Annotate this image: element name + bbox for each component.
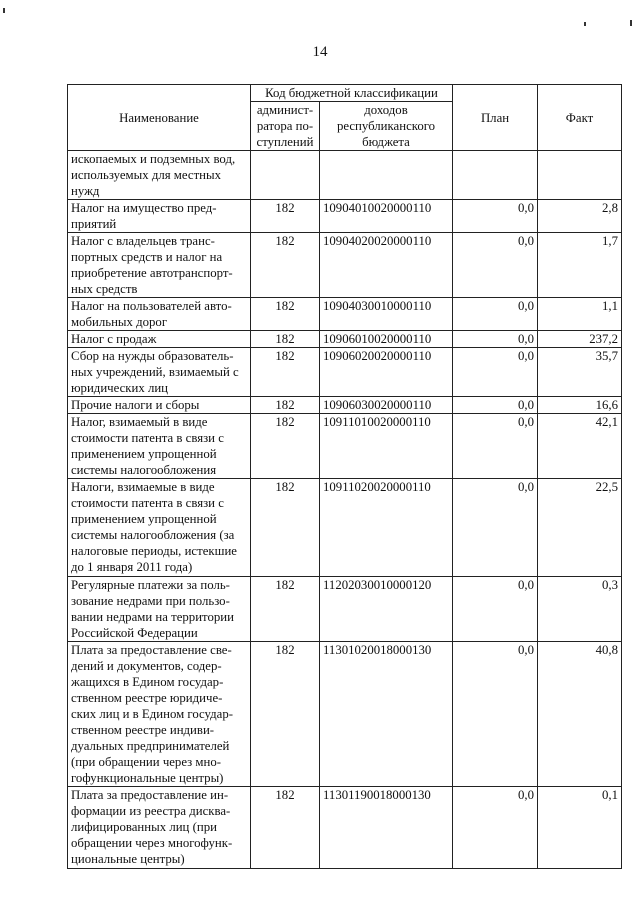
- cell-fact: 0,1: [538, 787, 622, 869]
- cell-fact: 40,8: [538, 642, 622, 787]
- header-admin: админист-ратора по-ступлений: [251, 102, 320, 151]
- table-row: [68, 414, 622, 479]
- cell-admin: [251, 151, 320, 200]
- cell-name: Налог, взимаемый в виде стоимости патента в связи с применением упрощенной системы налогообложения: [68, 414, 251, 479]
- cell-fact: 1,7: [538, 233, 622, 298]
- cell-plan: 0,0: [453, 331, 538, 348]
- scan-speck-right: [584, 22, 586, 26]
- cell-name: ископаемых и подземных вод, используемых для местных нужд: [68, 151, 251, 200]
- table-row: [68, 397, 622, 414]
- cell-code: 10904010020000110: [320, 200, 453, 233]
- cell-name: Регулярные платежи за поль-зование недрами при пользо-вании недрами на территории Российской Федерации: [68, 577, 251, 642]
- cell-fact: 0,3: [538, 577, 622, 642]
- page-number: 14: [312, 44, 328, 60]
- table-body: [68, 151, 622, 869]
- table-row: [68, 577, 622, 642]
- cell-name: Налог на пользователей авто-мобильных дорог: [68, 298, 251, 331]
- cell-fact: 16,6: [538, 397, 622, 414]
- scan-speck-left: [3, 8, 5, 13]
- cell-fact: [538, 151, 622, 200]
- cell-name: Налог на имущество пред-приятий: [68, 200, 251, 233]
- table-row: [68, 200, 622, 233]
- scan-speck-corner: [630, 20, 632, 26]
- header-name: Наименование: [68, 85, 251, 151]
- cell-fact: 2,8: [538, 200, 622, 233]
- cell-admin: 182: [251, 787, 320, 869]
- cell-code: 10904030010000110: [320, 298, 453, 331]
- cell-fact: 1,1: [538, 298, 622, 331]
- table-row: [68, 298, 622, 331]
- cell-name: Налоги, взимаемые в виде стоимости патента в связи с применением упрощенной системы налогообложения (за налоговые периоды, истекшие до 1 января 2011 года): [68, 479, 251, 577]
- cell-code: 10911010020000110: [320, 414, 453, 479]
- cell-admin: 182: [251, 233, 320, 298]
- cell-code: [320, 151, 453, 200]
- cell-admin: 182: [251, 479, 320, 577]
- cell-plan: 0,0: [453, 414, 538, 479]
- cell-plan: 0,0: [453, 479, 538, 577]
- cell-admin: 182: [251, 577, 320, 642]
- cell-fact: 35,7: [538, 348, 622, 397]
- cell-code: 11301190018000130: [320, 787, 453, 869]
- cell-fact: 22,5: [538, 479, 622, 577]
- cell-admin: 182: [251, 642, 320, 787]
- cell-code: 11202030010000120: [320, 577, 453, 642]
- table-row: [68, 233, 622, 298]
- table-row: [68, 331, 622, 348]
- cell-name: Сбор на нужды образователь-ных учреждений, взимаемый с юридических лиц: [68, 348, 251, 397]
- cell-admin: 182: [251, 397, 320, 414]
- header-classification-group: Код бюджетной классификации: [251, 85, 453, 102]
- cell-fact: 237,2: [538, 331, 622, 348]
- header-plan: План: [453, 85, 538, 151]
- cell-name: Плата за предоставление ин-формации из реестра дисква-лифицированных лиц (при обращении через многофунк-циональные центры): [68, 787, 251, 869]
- cell-name: Налог с продаж: [68, 331, 251, 348]
- cell-admin: 182: [251, 200, 320, 233]
- header-revenue-code: доходов республиканского бюджета: [320, 102, 453, 151]
- cell-code: 10911020020000110: [320, 479, 453, 577]
- cell-admin: 182: [251, 331, 320, 348]
- cell-plan: 0,0: [453, 397, 538, 414]
- table-row: [68, 348, 622, 397]
- cell-admin: 182: [251, 298, 320, 331]
- header-fact: Факт: [538, 85, 622, 151]
- cell-code: 11301020018000130: [320, 642, 453, 787]
- cell-plan: 0,0: [453, 642, 538, 787]
- table-row: [68, 479, 622, 577]
- cell-plan: 0,0: [453, 348, 538, 397]
- cell-fact: 42,1: [538, 414, 622, 479]
- cell-name: Плата за предоставление све-дений и документов, содер-жащихся в Едином государ-ственном реестре юридиче-ских лиц и в Едином государ-ственном реестре индиви-дуальных предпринимателей (при обращении через мно-гофункциональные центры): [68, 642, 251, 787]
- cell-plan: 0,0: [453, 787, 538, 869]
- cell-name: Прочие налоги и сборы: [68, 397, 251, 414]
- cell-plan: 0,0: [453, 298, 538, 331]
- cell-code: 10906020020000110: [320, 348, 453, 397]
- cell-admin: 182: [251, 414, 320, 479]
- table-row: [68, 642, 622, 787]
- cell-code: 10906030020000110: [320, 397, 453, 414]
- budget-revenue-table: [67, 84, 622, 869]
- cell-plan: 0,0: [453, 577, 538, 642]
- cell-plan: [453, 151, 538, 200]
- cell-admin: 182: [251, 348, 320, 397]
- cell-code: 10906010020000110: [320, 331, 453, 348]
- cell-code: 10904020020000110: [320, 233, 453, 298]
- cell-plan: 0,0: [453, 233, 538, 298]
- table-row: [68, 151, 622, 200]
- cell-name: Налог с владельцев транс-портных средств и налог на приобретение автотранспорт-ных средств: [68, 233, 251, 298]
- table-row: [68, 787, 622, 869]
- cell-plan: 0,0: [453, 200, 538, 233]
